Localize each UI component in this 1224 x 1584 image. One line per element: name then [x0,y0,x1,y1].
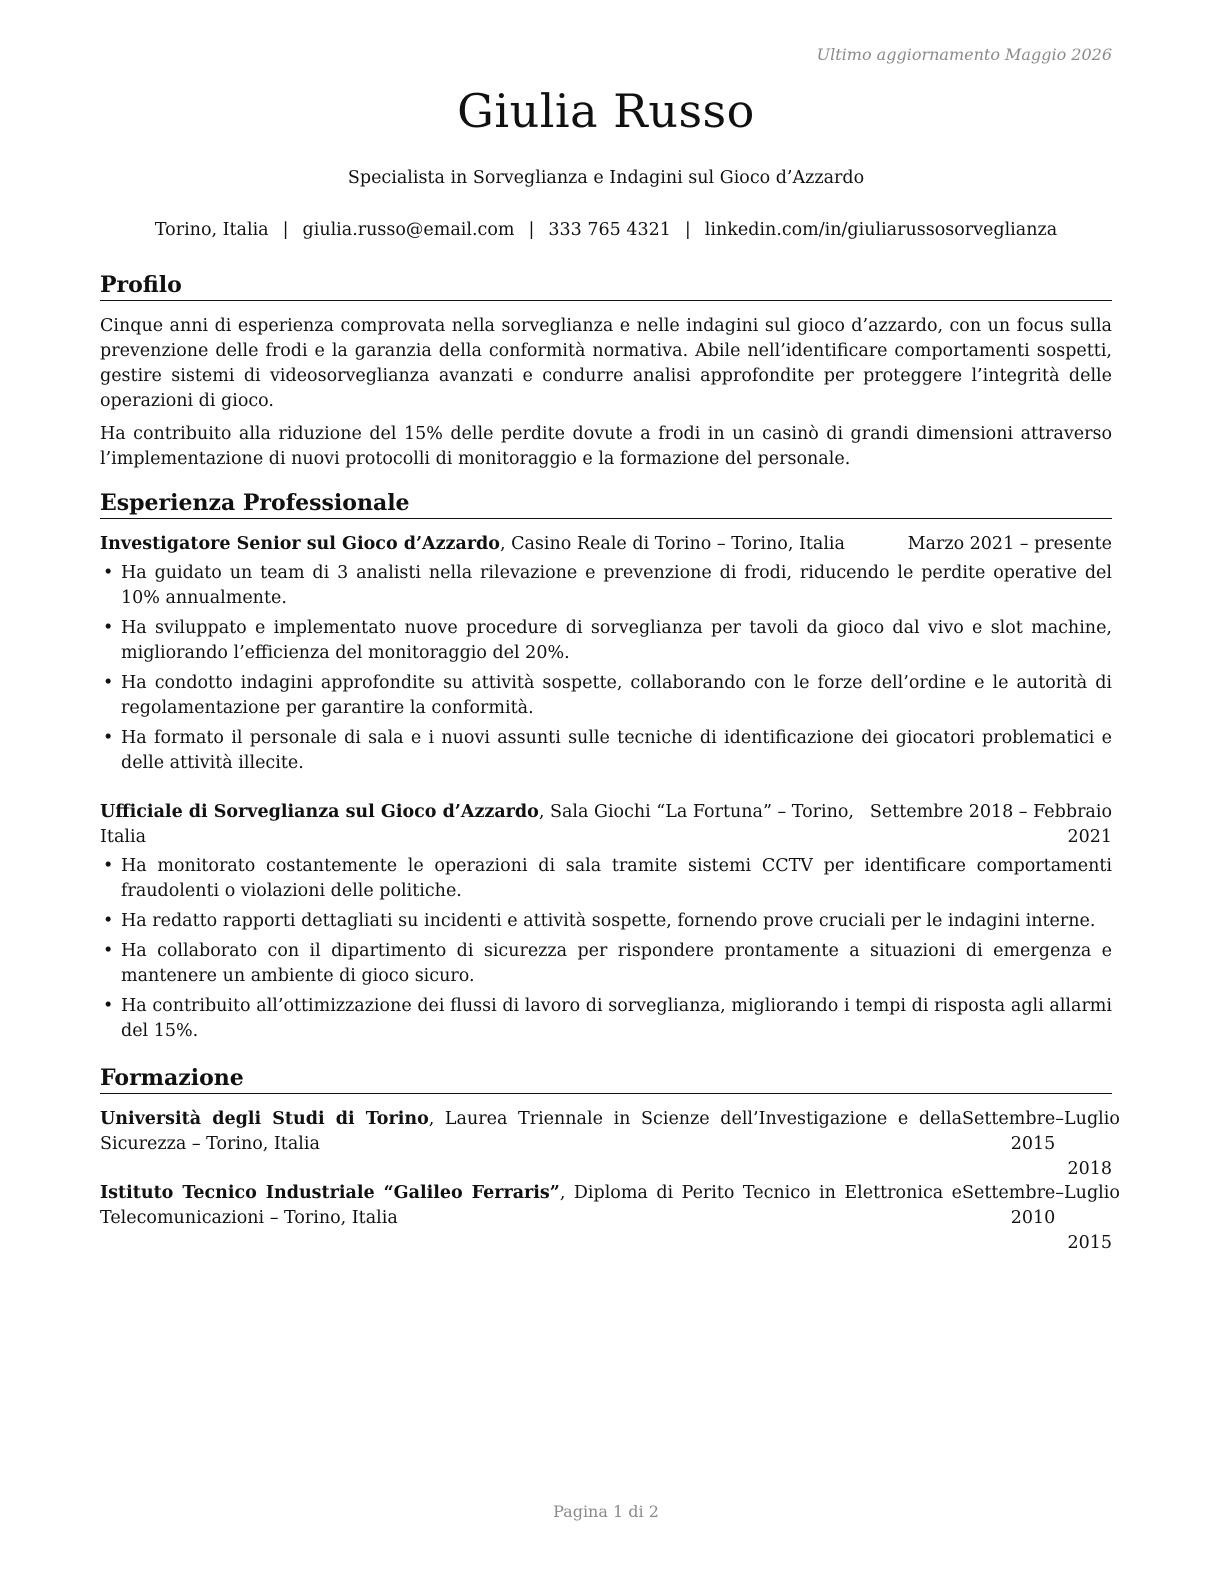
list-item: • Ha redatto rapporti dettagliati su incidenti e attività sospette, fornendo prove cruciali per le indagini interne. [100,909,1112,934]
candidate-name: Giulia Russo [457,84,755,138]
entry-header [100,1181,1120,1256]
profile-paragraph: Ha contribuito alla riduzione del 15% delle perdite dovute a frodi in un casinò di grandi dimensioni attraverso l’implementazione di nuovi protocolli di monitoraggio e la formazione del personale. [100,424,1112,469]
contact-phone: 333 765 4321 [548,220,671,240]
last-updated: Ultimo aggiornamento Maggio 2026 [816,45,1112,64]
job-role: Investigatore Senior sul Gioco d’Azzardo [100,534,500,554]
experience-entry [100,800,1112,1049]
education-degree: , Diploma di Perito Tecnico in Elettronica e Telecomunicazioni – Torino, Italia [100,1183,962,1228]
education-date-dash: – [1055,1109,1065,1129]
candidate-tagline: Specialista in Sorveglianza e Indagini sul Gioco d’Azzardo [347,168,865,188]
contact-separator: | [684,220,691,240]
section-title-education: Formazione [100,1064,1112,1094]
education-date-dash: – [1055,1183,1065,1203]
entry-header [100,1107,1120,1182]
contact-separator: | [528,220,535,240]
education-title [100,1107,962,1182]
page-number: Pagina 1 di 2 [553,1502,659,1521]
contact-location: Torino, Italia [154,220,269,240]
entry-title [100,532,845,557]
education-date-start: Settembre 2015 [962,1109,1056,1154]
contact-separator: | [282,220,289,240]
education-date-end: Luglio [1064,1183,1120,1203]
job-dates-line: 2021 [1067,827,1112,847]
resume-page [100,0,1120,1584]
education-school: Istituto Tecnico Industriale “Galileo Ferraris” [100,1183,560,1203]
profile-paragraph: Cinque anni di esperienza comprovata nella sorveglianza e nelle indagini sul gioco d’azzardo, con un focus sulla prevenzione delle frodi e la garanzia della conformità normativa. Abile nell’identificare comportamenti sospetti, gestire sistemi di videosorveglianza avanzati e condurre analisi approfondite per proteggere l’integrità delle operazioni di gioco. [100,316,1112,411]
job-bullets [100,854,1112,1044]
list-item: • Ha guidato un team di 3 analisti nella rilevazione e prevenzione di frodi, riducendo le perdite operative del 10% annualmente. [100,561,1112,611]
job-employer: , Sala Giochi “La Fortuna” – Torino, Italia [100,802,854,847]
section-title-profile: Profilo [100,271,1112,301]
list-item: • Ha condotto indagini approfondite su attività sospette, collaborando con le forze dell’ordine e le autorità di regolamentazione per garantire la conformità. [100,671,1112,721]
job-role: Ufficiale di Sorveglianza sul Gioco d’Azzardo [100,802,539,822]
profile-section [100,314,1112,480]
list-item: • Ha sviluppato e implementato nuove procedure di sorveglianza per tavoli da gioco dal vivo e slot machine, migliorando l’efficienza del monitoraggio del 20%. [100,616,1112,666]
entry-header [100,532,1112,557]
list-item: • Ha contribuito all’ottimizzazione dei flussi di lavoro di sorveglianza, migliorando i tempi di risposta agli allarmi del 15%. [100,994,1112,1044]
job-dates [870,800,1112,850]
contact-line [100,220,1112,240]
list-item: • Ha formato il personale di sala e i nuovi assunti sulle tecniche di identificazione dei giocatori problematici e delle attività illecite. [100,726,1112,776]
education-title [100,1181,962,1256]
education-date-end: Luglio [1064,1109,1120,1129]
job-dates: Marzo 2021 – presente [907,534,1112,554]
contact-linkedin[interactable]: linkedin.com/in/giuliarussosorveglianza [704,220,1058,240]
education-school: Università degli Studi di Torino [100,1109,429,1129]
entry-title [100,800,870,850]
education-date-year: 2015 [1067,1233,1112,1253]
experience-entry [100,532,1112,781]
education-date-year: 2018 [1067,1159,1112,1179]
education-entry [100,1107,1120,1182]
job-employer: , Casino Reale di Torino – Torino, Italia [499,534,845,554]
contact-email[interactable]: giulia.russo@email.com [302,220,515,240]
list-item: • Ha monitorato costantemente le operazioni di sala tramite sistemi CCTV per identificare comportamenti fraudolenti o violazioni delle politiche. [100,854,1112,904]
section-title-experience: Esperienza Professionale [100,489,1112,519]
job-bullets [100,561,1112,776]
entry-header [100,800,1112,850]
list-item: • Ha collaborato con il dipartimento di sicurezza per rispondere prontamente a situazioni di emergenza e mantenere un ambiente di gioco sicuro. [100,939,1112,989]
education-degree: , Laurea Triennale in Scienze dell’Investigazione e della Sicurezza – Torino, Italia [100,1109,963,1154]
education-dates [962,1181,1120,1256]
education-date-start: Settembre 2010 [962,1183,1056,1228]
job-dates-line: Settembre 2018 – Febbraio [869,802,1112,822]
education-dates [962,1107,1120,1182]
education-entry [100,1181,1120,1256]
